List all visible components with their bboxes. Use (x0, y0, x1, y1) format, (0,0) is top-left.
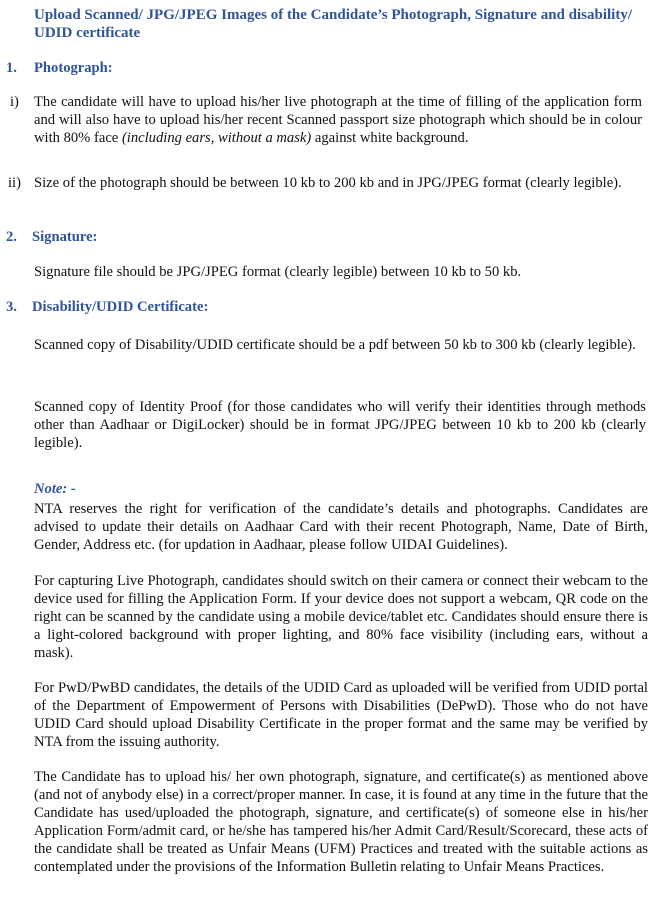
note-paragraph-2: For capturing Live Photograph, candidates should switch on their camera or connect their webcam to the device used for filling the Application Form. If your device does not support a webcam, QR code on the right can be scanned by the candidate using a mobile device/tablet etc. Candidates should ensure there is a light-colored background with proper lighting, and 80% face visibility (including ears, without a mask). (34, 573, 648, 661)
item-1-i-text-end: against white background. (311, 130, 469, 146)
section-1-number: 1. (6, 60, 17, 76)
item-1-i-text-italic: (including ears, without a mask) (121, 130, 312, 146)
section-3-number: 3. (6, 299, 17, 315)
item-1-i-text (34, 93, 642, 147)
section-2-number: 2. (6, 229, 17, 245)
item-1-i-text-main: The candidate will have to upload his/her live photograph at the time of filling of the application form and will also have to upload his/her recent Scanned passport size photograph which should be in colour with 80% face (34, 94, 642, 146)
section-2-text: Signature file should be JPG/JPEG format (clearly legible) between 10 kb to 50 kb. (34, 264, 522, 280)
note-paragraph-3: For PwD/PwBD candidates, the details of the UDID Card as uploaded will be verified from UDID portal of the Department of Empowerment of Persons with Disabilities (DePwD). Those who do not have UDID Card should upload Disability Certificate in the proper format and the same may be verified by NTA from the issuing authority. (34, 680, 648, 750)
section-1-heading: Photograph: (34, 60, 113, 76)
section-3-paragraph-2: Scanned copy of Identity Proof (for those candidates who will verify their identities through methods other than Aadhaar or DigiLocker) should be in format JPG/JPEG between 10 kb to 200 kb (clearly legible). (34, 399, 646, 451)
section-2-heading: Signature: (32, 229, 98, 245)
note-paragraph-1: NTA reserves the right for verification of the candidate’s details and photographs. Candidates are advised to update their details on Aadhaar Card with their recent Photograph, Name, Date of Birth, Gender, Address etc. (for updation in Aadhaar, please follow UIDAI Guidelines). (34, 501, 648, 553)
note-label: Note: - (34, 481, 76, 497)
item-1-ii-marker: ii) (8, 175, 21, 191)
section-3-heading: Disability/UDID Certificate: (32, 299, 209, 315)
item-1-ii-text: Size of the photograph should be between 10 kb to 200 kb and in JPG/JPEG format (clearly legible). (34, 175, 622, 191)
section-3-paragraph-1: Scanned copy of Disability/UDID certificate should be a pdf between 50 kb to 300 kb (clearly legible). (34, 337, 636, 353)
document-title: Upload Scanned/ JPG/JPEG Images of the Candidate’s Photograph, Signature and disability/ UDID certificate (34, 7, 633, 41)
item-1-i-marker: i) (10, 94, 19, 110)
note-paragraph-4: The Candidate has to upload his/ her own photograph, signature, and certificate(s) as mentioned above (and not of anybody else) in a correct/proper manner. In case, it is found at any time in the future that the Candidate has used/uploaded the photograph, signature, and certificate(s) of someone else in his/her Application Form/admit card, or he/she has tampered his/her Admit Card/Result/Scorecard, these acts of the candidate shall be treated as Unfair Means (UFM) Practices and treated with the suitable actions as contemplated under the provisions of the Information Bulletin relating to Unfair Means Practices. (34, 769, 648, 875)
